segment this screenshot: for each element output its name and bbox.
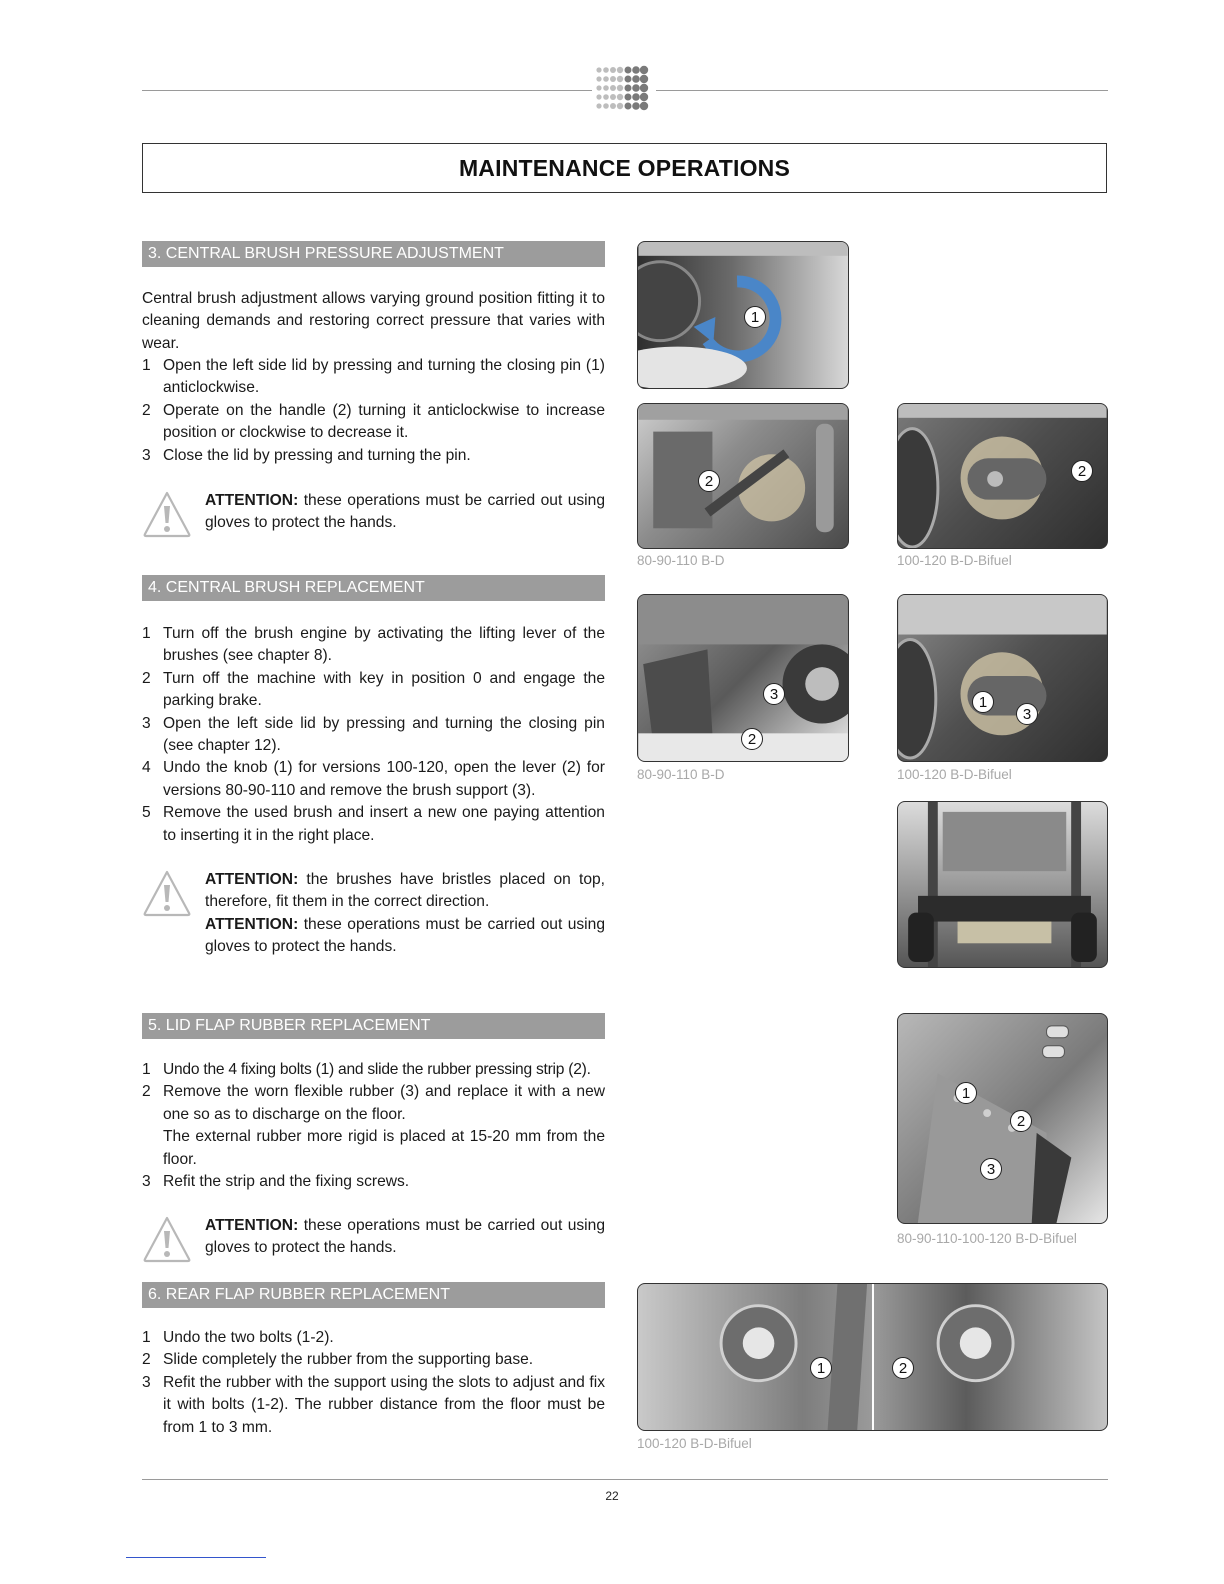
rear-flap-illustration xyxy=(638,1284,1107,1430)
step-number: 3 xyxy=(142,1373,151,1391)
list-item xyxy=(142,355,605,400)
step-number: 2 xyxy=(142,1351,151,1369)
photo-support-100-120 xyxy=(897,594,1108,762)
section-heading-rear-flap: 6. REAR FLAP RUBBER REPLACEMENT xyxy=(142,1282,605,1308)
list-item xyxy=(142,1349,605,1371)
step-text: Turn off the brush engine by activating the lifting lever of the brushes (see chapter 8). xyxy=(163,625,605,665)
figure-caption: 100-120 B-D-Bifuel xyxy=(637,1436,752,1451)
attention-text: these operations must be carried out using gloves to protect the hands. xyxy=(205,915,605,956)
list-item xyxy=(142,623,605,668)
section-heading-lid-flap: 5. LID FLAP RUBBER REPLACEMENT xyxy=(142,1013,605,1039)
closing-pin-illustration xyxy=(638,242,848,388)
step-text: Turn off the machine with key in position 0 and engage the parking brake. xyxy=(163,669,605,710)
figure-caption: 80-90-110-100-120 B-D-Bifuel xyxy=(897,1231,1077,1246)
header-rule-left xyxy=(142,90,592,91)
step-text: Open the left side lid by pressing and turning the closing pin (1) anticlockwise. xyxy=(163,357,605,397)
photo-support-80-90-110 xyxy=(637,594,849,762)
warning-triangle-icon xyxy=(142,1215,192,1263)
step-text: Undo the two bolts (1-2). xyxy=(163,1329,334,1346)
callout-marker: 1 xyxy=(955,1082,977,1104)
callout-marker: 1 xyxy=(810,1357,832,1379)
list-item xyxy=(142,1059,605,1081)
list-item xyxy=(142,668,605,713)
page-number: 22 xyxy=(605,1489,619,1503)
step-number: 5 xyxy=(142,804,151,822)
attention-text: these operations must be carried out using gloves to protect the hands. xyxy=(205,492,605,532)
footer-link-underline xyxy=(126,1557,266,1558)
brush-pressure-steps xyxy=(142,355,605,467)
attention-label: ATTENTION: xyxy=(205,1217,299,1234)
step-number: 1 xyxy=(142,625,151,642)
warning-triangle-icon xyxy=(142,869,192,917)
step-number: 4 xyxy=(142,759,151,777)
callout-marker: 3 xyxy=(980,1158,1002,1180)
list-item xyxy=(142,400,605,445)
step-text: Undo the knob (1) for versions 100-120, open the lever (2) for versions 80-90-110 and remove the brush support (3). xyxy=(163,759,605,799)
dot-grid-logo-icon xyxy=(594,64,654,116)
photo-brush-underside xyxy=(897,801,1108,968)
brush-support-illustration xyxy=(898,595,1107,761)
footer-rule xyxy=(142,1479,1108,1480)
attention-text: these operations must be carried out using gloves to protect the hands. xyxy=(205,1217,605,1257)
photo-handle-100-120 xyxy=(897,403,1108,549)
lid-flap-steps xyxy=(142,1059,605,1193)
attention-label: ATTENTION: xyxy=(205,871,299,888)
callout-marker: 1 xyxy=(972,691,994,713)
lid-flap-illustration xyxy=(898,1014,1107,1223)
lid-flap-note: The external rubber more rigid is placed at 15-20 mm from the floor. xyxy=(163,1128,605,1168)
brush-underside-illustration xyxy=(898,802,1107,967)
figure-caption: 80-90-110 B-D xyxy=(637,553,725,568)
step-number: 2 xyxy=(142,669,151,687)
attention-text: the brushes have bristles placed on top, therefore, fit them in the correct direction. xyxy=(205,871,605,911)
photo-closing-pin xyxy=(637,241,849,389)
list-item xyxy=(142,757,605,802)
step-number: 2 xyxy=(142,1083,151,1101)
callout-marker: 3 xyxy=(763,683,785,705)
step-number: 3 xyxy=(142,446,151,464)
list-item xyxy=(142,1372,605,1439)
callout-marker: 3 xyxy=(1016,703,1038,725)
list-item xyxy=(142,802,605,847)
figure-caption: 100-120 B-D-Bifuel xyxy=(897,553,1012,568)
photo-lid-flap xyxy=(897,1013,1108,1224)
figure-caption: 80-90-110 B-D xyxy=(637,767,725,782)
section-heading-brush-replacement: 4. CENTRAL BRUSH REPLACEMENT xyxy=(142,575,605,601)
attention-label: ATTENTION: xyxy=(205,915,299,933)
step-number: 2 xyxy=(142,401,151,419)
step-text: Slide completely the rubber from the supporting base. xyxy=(163,1351,534,1369)
warning-triangle-icon xyxy=(142,490,192,538)
callout-marker: 1 xyxy=(744,306,766,328)
photo-handle-80-90-110 xyxy=(637,403,849,549)
brush-replacement-steps xyxy=(142,623,605,847)
step-number: 3 xyxy=(142,1173,151,1191)
list-item xyxy=(142,1327,605,1349)
brush-pressure-intro: Central brush adjustment allows varying ground position fitting it to cleaning demands and restoring correct pressure that varies with wear. xyxy=(142,290,605,352)
step-text: Close the lid by pressing and turning the pin. xyxy=(163,446,471,464)
handle-illustration xyxy=(638,404,848,548)
step-text: Open the left side lid by pressing and turning the closing pin (see chapter 12). xyxy=(163,714,605,755)
list-item xyxy=(142,713,605,758)
page-title xyxy=(142,143,1107,193)
header-rule-right xyxy=(656,90,1108,91)
section-heading-brush-pressure: 3. CENTRAL BRUSH PRESSURE ADJUSTMENT xyxy=(142,241,605,267)
list-item xyxy=(142,445,605,467)
step-number: 3 xyxy=(142,714,151,732)
page-title-text: MAINTENANCE OPERATIONS xyxy=(458,154,791,181)
attention-label: ATTENTION: xyxy=(205,492,299,509)
list-item xyxy=(142,1171,605,1193)
step-text: Remove the used brush and insert a new one paying attention to inserting it in the right place. xyxy=(163,804,605,844)
photo-rear-flap xyxy=(637,1283,1108,1431)
step-number: 1 xyxy=(142,1329,151,1346)
callout-marker: 2 xyxy=(741,728,763,750)
step-text: Refit the strip and the fixing screws. xyxy=(163,1173,410,1191)
list-item-note xyxy=(142,1126,605,1171)
callout-marker: 2 xyxy=(698,470,720,492)
callout-marker: 2 xyxy=(892,1357,914,1379)
step-text: Undo the 4 fixing bolts (1) and slide the rubber pressing strip (2). xyxy=(163,1061,591,1078)
callout-marker: 2 xyxy=(1071,460,1093,482)
callout-marker: 2 xyxy=(1010,1110,1032,1132)
step-number: 1 xyxy=(142,1061,151,1078)
figure-caption: 100-120 B-D-Bifuel xyxy=(897,767,1012,782)
step-text: Refit the rubber with the support using the slots to adjust and fix it with bolts (1-2). The rubber distance from the floor must be from 1 to 3 mm. xyxy=(163,1373,605,1436)
step-text: Remove the worn flexible rubber (3) and replace it with a new one so as to discharge on the floor. xyxy=(163,1083,605,1123)
rear-flap-steps xyxy=(142,1327,605,1439)
list-item xyxy=(142,1081,605,1126)
step-number: 1 xyxy=(142,357,151,374)
step-text: Operate on the handle (2) turning it anticlockwise to increase position or clockwise to decrease it. xyxy=(163,401,605,442)
